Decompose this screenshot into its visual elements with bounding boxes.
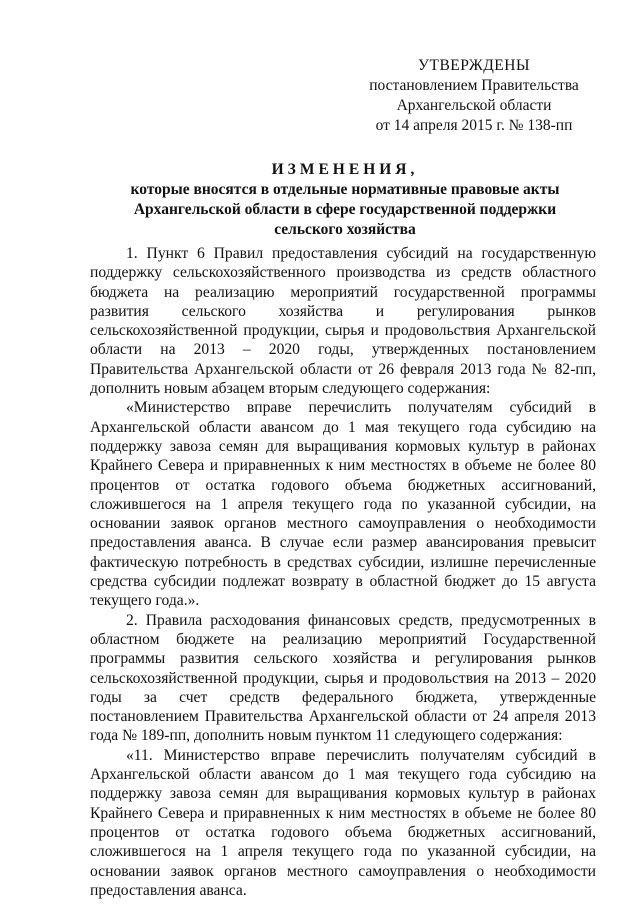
approval-line-2: Архангельской области bbox=[396, 97, 552, 114]
title-subtitle-line-3: сельского хозяйства bbox=[274, 221, 416, 238]
title-subtitle-line-1: которые вносятся в отдельные нормативные правовые акты bbox=[130, 181, 560, 198]
paragraph-2: «Министерство вправе перечислить получателям субсидий в Архангельской области авансом до 1 мая текущего года субсидию на поддержку завоза семян для выращивания кормовых культур в районах Крайнего Севера и приравненных к ним местностях в объеме не более 80 процентов от остатка годового объема бюджетных ассигнований, сложившегося на 1 апреля текущего года по указанной субсидии, на основании заявок органов местного самоуправления о необходимости предоставления аванса. В случае если размер авансирования превысит фактическую потребность в средствах субсидии, излишне перечисленные средства субсидии подлежат возврату в областной бюджет до 15 августа текущего года.». bbox=[90, 399, 596, 610]
approval-stamp bbox=[368, 56, 580, 136]
paragraph-4: «11. Министерство вправе перечислить получателям субсидий в Архангельской области авансом до 1 мая текущего года субсидию на поддержку завоза семян для выращивания кормовых культур в районах Крайнего Севера и приравненных к ним местностях в объеме не более 80 процентов от остатка годового объема бюджетных ассигнований, сложившегося на 1 апреля текущего года по указанной субсидии, на основании заявок органов местного самоуправления о необходимости предоставления аванса. bbox=[90, 746, 596, 899]
document-title bbox=[110, 160, 580, 240]
paragraph-3: 2. Правила расходования финансовых средств, предусмотренных в областном бюджете на реализацию мероприятий Государственной программы развития сельского хозяйства и регулирования рынков сельскохозяйственной продукции, сырья и продовольствия на 2013 – 2020 годы за счет средств федерального бюджета, утвержденные постановлением Правительства Архангельской области от 24 апреля 2013 года № 189-пп, дополнить новым пунктом 11 следующего содержания: bbox=[90, 611, 596, 745]
document-body bbox=[90, 244, 596, 900]
paragraph-1: 1. Пункт 6 Правил предоставления субсидий на государственную поддержку сельскохозяйственного производства из средств областного бюджета на реализацию мероприятий государственной программы развития сельского хозяйства и регулирования рынков сельскохозяйственной продукции, сырья и продовольствия Архангельской области на 2013 – 2020 годы, утвержденных постановлением Правительства Архангельской области от 26 февраля 2013 года № 82-пп, дополнить новым абзацем вторым следующего содержания: bbox=[90, 245, 596, 398]
approval-heading: УТВЕРЖДЕНЫ bbox=[418, 57, 530, 74]
approval-line-3: от 14 апреля 2015 г. № 138-пп bbox=[375, 117, 573, 134]
approval-line-1: постановлением Правительства bbox=[369, 77, 579, 94]
title-subtitle-line-2: Архангельской области в сфере государственной поддержки bbox=[133, 201, 557, 218]
title-main: ИЗМЕНЕНИЯ, bbox=[271, 161, 419, 178]
